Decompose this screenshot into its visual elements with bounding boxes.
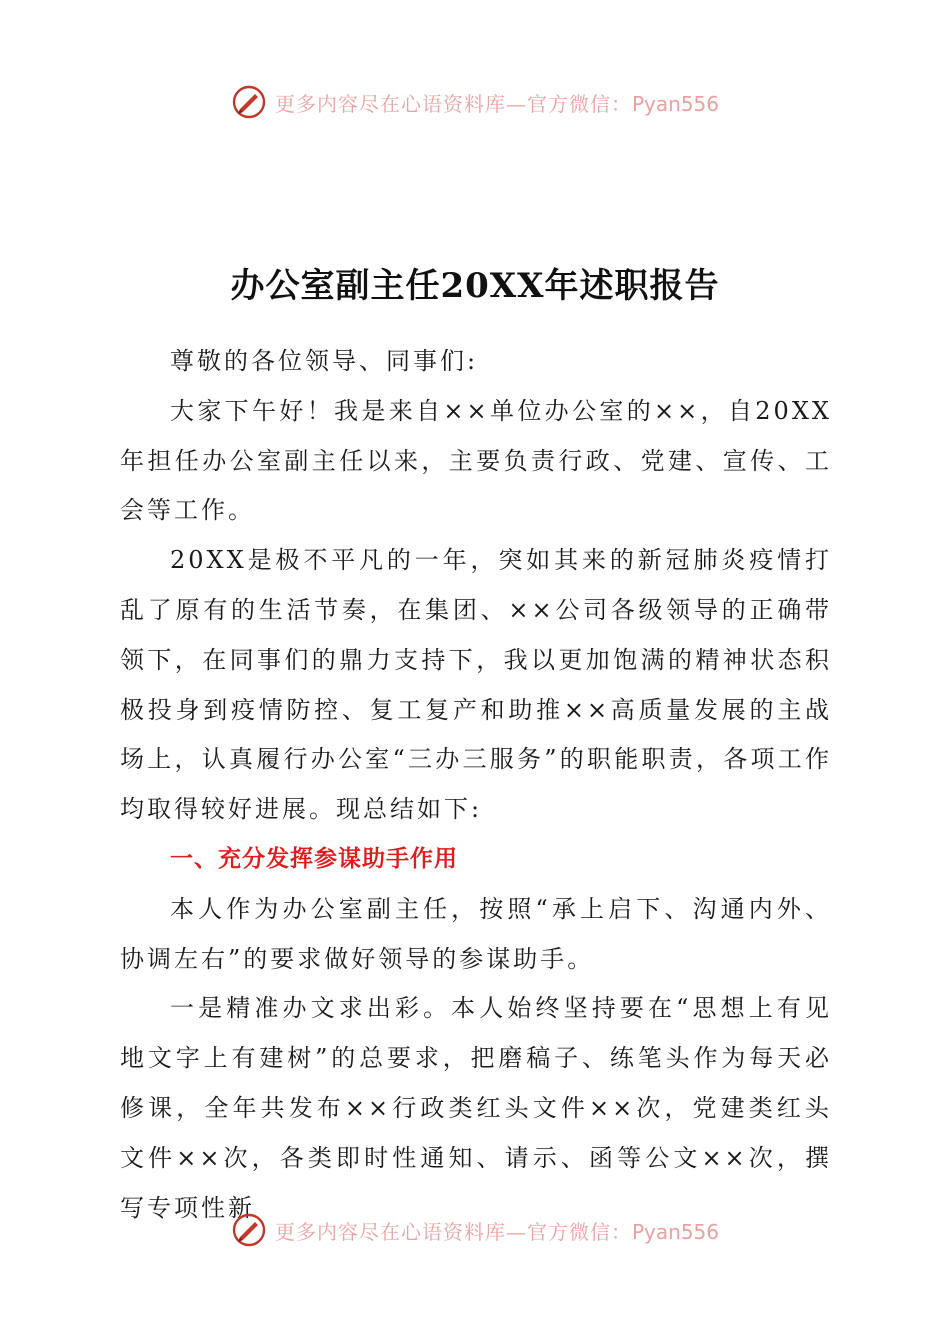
- paragraph-point-1: 一是精准办文求出彩。本人始终坚持要在“思想上有见地文字上有建树”的总要求，把磨稿子、练笔头作为每天必修课，全年共发布××行政类红头文件××次，党建类红头文件××次，各类即时性通知、请示、函等公文××次，撰写专项性新: [120, 994, 832, 1222]
- pen-logo-icon: [231, 1212, 267, 1248]
- document-title: 办公室副主任20XX年述职报告: [230, 266, 720, 306]
- watermark-text: 更多内容尽在心语资料库—官方微信：: [274, 1219, 632, 1244]
- salutation: 尊敬的各位领导、同事们:: [170, 347, 479, 375]
- watermark-header: [0, 80, 950, 124]
- watermark-handle: Pyan556: [631, 1219, 719, 1244]
- watermark-footer: [0, 1208, 950, 1252]
- watermark-handle: Pyan556: [631, 91, 719, 116]
- paragraph-intro: 大家下午好！我是来自××单位办公室的××，自20XX年担任办公室副主任以来，主要负责行政、党建、宣传、工会等工作。: [120, 396, 832, 525]
- document-body: [120, 337, 832, 1233]
- pen-logo-icon: [231, 84, 267, 120]
- paragraph-section-1: 本人作为办公室副主任，按照“承上启下、沟通内外、协调左右”的要求做好领导的参谋助手。: [120, 894, 832, 973]
- section-heading-1: 一、充分发挥参谋助手作用: [170, 845, 458, 872]
- watermark-text: 更多内容尽在心语资料库—官方微信：: [274, 91, 632, 116]
- paragraph-context: 20XX是极不平凡的一年，突如其来的新冠肺炎疫情打乱了原有的生活节奏，在集团、××公司各级领导的正确带领下，在同事们的鼎力支持下，我以更加饱满的精神状态积极投身到疫情防控、复工复产和助推××高质量发展的主战场上，认真履行办公室“三办三服务”的职能职责，各项工作均取得较好进展。现总结如下:: [120, 546, 832, 824]
